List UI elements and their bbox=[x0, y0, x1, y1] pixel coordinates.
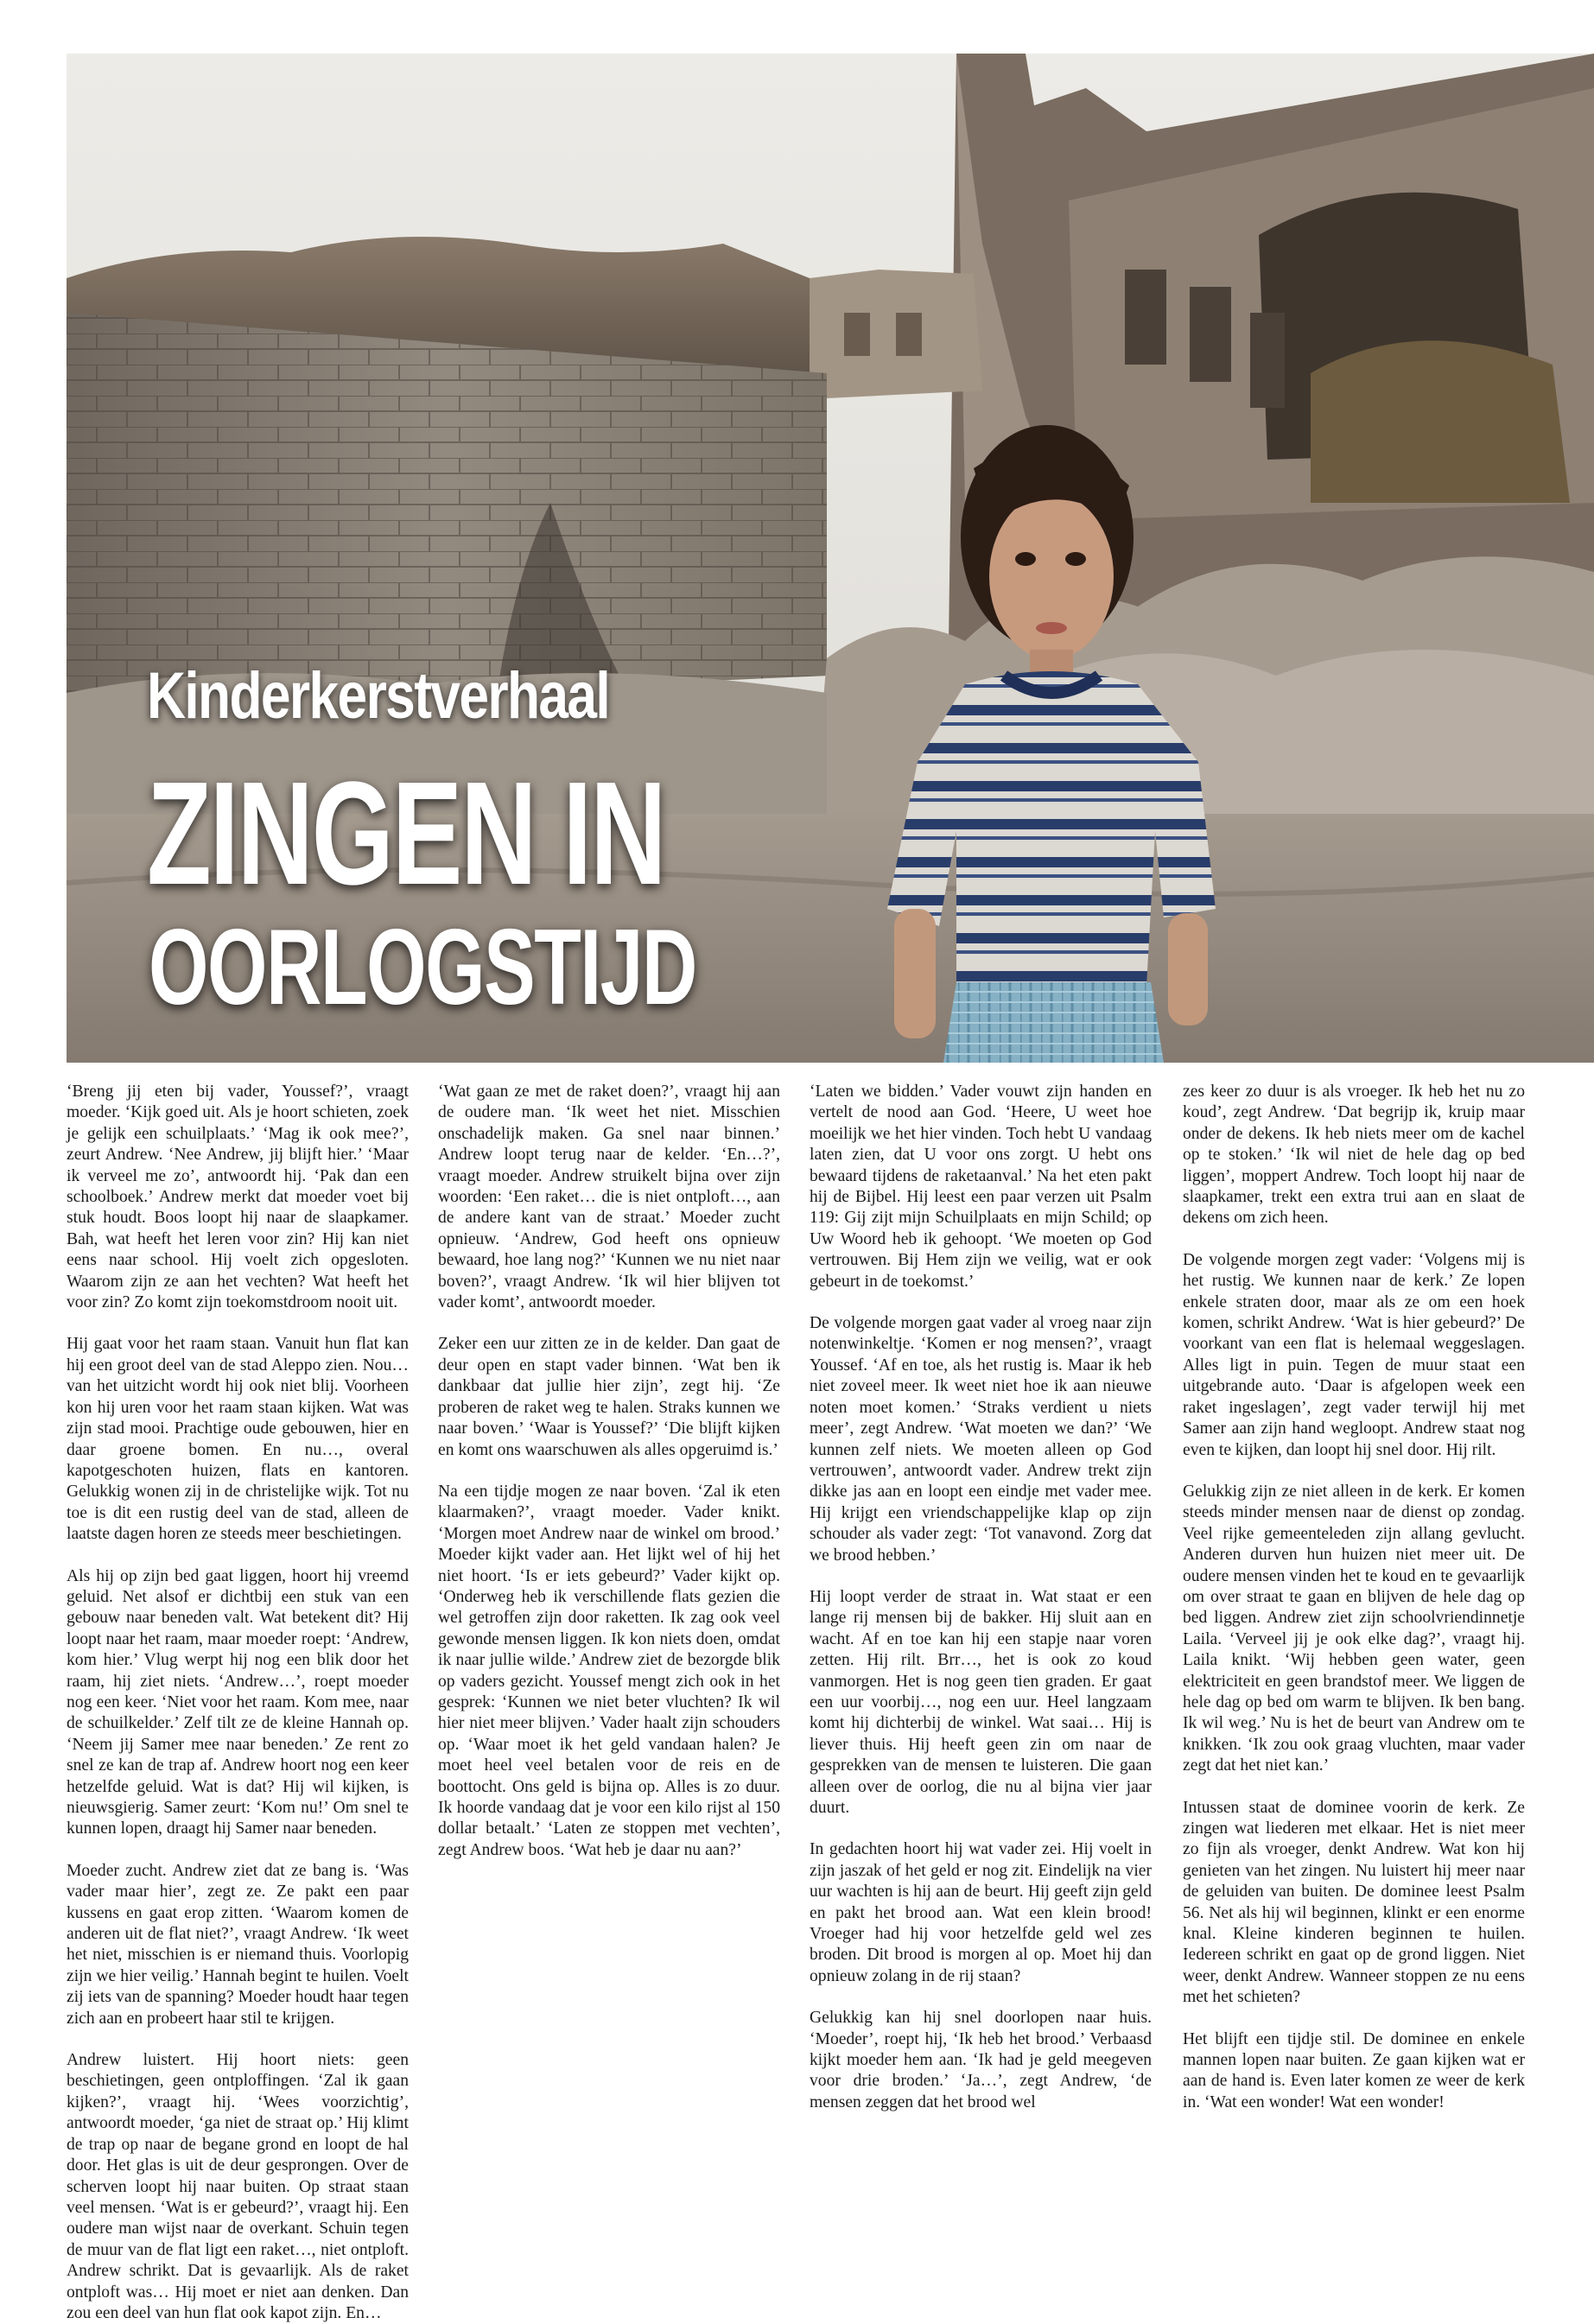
paragraph: Andrew luistert. Hij hoort niets: geen beschietingen, geen ontploffingen. ‘Zal ik gaan kijken?’, vraagt hij. ‘Wees voorzichtig’, antwoordt moeder, ‘ga niet de straat op.’ Hij klimt de trap op naar de begane grond en loopt de hal door. Het glas is uit de deur gesprongen. Over de scherven loopt hij naar buiten. Op straat staan veel mensen. ‘Wat is er gebeurd?’, vraagt hij. Een oudere man wijst naar de overkant. Schuin tegen de muur van de flat ligt een raket…, niet ontploft. Andrew schrikt. Dat is gevaarlijk. Als de raket ontploft was… Hij moet er niet aan denken. Dan zou een deel van hun flat ook kapot zijn. En… bbox=[67, 2051, 409, 2322]
article-column-2 bbox=[438, 1082, 780, 2274]
paragraph: De volgende morgen gaat vader al vroeg naar zijn notenwinkeltje. ‘Komen er nog mensen?’, vraagt Youssef. ‘Af en toe, als het rustig is. Maar ik heb niet zoveel meer. Ik weet niet hoe ik aan nieuwe noten moet komen.’ ‘Straks verdient u niets meer’, zegt Andrew. ‘Wat moeten we dan?’ ‘We kunnen zelf niets. We moeten alleen op God vertrouwen’, antwoordt vader. Andrew trekt zijn dikke jas aan en loopt een eindje met vader mee. Hij krijgt een vriendschappelijke klap op zijn schouder als vader zegt: ‘Tot vanavond. Zorg dat we brood hebben.’ bbox=[810, 1314, 1152, 1565]
paragraph: Intussen staat de dominee voorin de kerk. Ze zingen wat liederen met elkaar. Het is niet meer zo fijn als vroeger, denkt Andrew. Wat kon hij genieten van het zingen. Nu luistert hij meer naar de geluiden van buiten. De dominee leest Psalm 56. Net als hij wil beginnen, klinkt er een enorme knal. Kleine kinderen beginnen te huilen. Iedereen schrikt en gaat op de grond liggen. Niet weer, denkt Andrew. Wanneer stoppen ze nu eens met het schieten? bbox=[1183, 1798, 1525, 2007]
story-kicker: Kinderkerstverhaal bbox=[147, 659, 610, 733]
paragraph: Na een tijdje mogen ze naar boven. ‘Zal ik eten klaarmaken?’, vraagt moeder. Vader knikt. ‘Morgen moet Andrew naar de winkel om brood.’ Moeder kijkt vader aan. Het lijkt wel of hij het niet hoort. ‘Is er iets gebeurd?’ Vader kijkt op. ‘Onderweg heb ik verschillende flats gezien die wel getroffen zijn door raketten. Ik zag ook veel gewonde mensen liggen. Ik kon niets doen, omdat ik naar jullie wilde.’ Andrew ziet de bezorgde blik op vaders gezicht. Youssef mengt zich ook in het gesprek: ‘Kunnen we niet beter vluchten? Ik wil hier niet meer blijven.’ Vader haalt zijn schouders op. ‘Waar moet ik het geld vandaan halen? Je moet heel veel betalen voor de reis en de boottocht. Ons geld is bijna op. Alles is zo duur. Ik hoorde vandaag dat je voor een kilo rijst al 150 dollar betaalt.’ ‘Laten ze stoppen met vechten’, zegt Andrew boos. ‘Wat heb je daar nu aan?’ bbox=[438, 1482, 780, 1859]
article-column-3 bbox=[810, 1082, 1152, 2274]
paragraph: ‘Breng jij eten bij vader, Youssef?’, vraagt moeder. ‘Kijk goed uit. Als je hoort schieten, zoek je gelijk een schuilplaats.’ ‘Mag ik ook mee?’, zeurt Andrew. ‘Nee Andrew, jij blijft hier.’ ‘Maar ik verveel me zo’, antwoordt hij. ‘Pak dan een schoolboek.’ Andrew merkt dat moeder voet bij stuk houdt. Boos loopt hij naar de slaapkamer. Bah, wat heeft het leren voor zin? Hij kan niet eens naar school. Hij voelt zich opgesloten. Waarom zijn ze aan het vechten? Wat heeft het voor zin? Zo komt zijn toekomstdroom nooit uit. bbox=[67, 1083, 409, 1312]
paragraph: Als hij op zijn bed gaat liggen, hoort hij vreemd geluid. Net alsof er dichtbij een stuk van een gebouw naar beneden valt. Wat betekent dit? Hij loopt naar het raam, maar moeder roept: ‘Andrew, kom hier.’ Vlug werpt hij nog een blik door het raam, hij ziet niets. ‘Andrew…’, roept moeder nog een keer. ‘Niet voor het raam. Kom mee, naar de schuilkelder.’ Zelf tilt ze de kleine Hannah op. ‘Neem jij Samer mee naar beneden.’ Ze rent zo snel ze kan de trap af. Andrew hoort nog een keer hetzelfde geluid. Wat is dat? Hij wil kijken, is nieuwsgierig. Samer zeurt: ‘Kom nu!’ Om snel te kunnen lopen, draagt hij Samer naar beneden. bbox=[67, 1566, 409, 1838]
paragraph: zes keer zo duur is als vroeger. Ik heb het nu zo koud’, zegt Andrew. ‘Dat begrijp ik, kruip maar onder de dekens. Ik heb niets meer om de kachel op te stoken.’ ‘Ik wil niet de hele dag op bed liggen’, moppert Andrew. Toch loopt hij naar de slaapkamer, trekt een extra trui aan en slaat de dekens om zich heen. bbox=[1183, 1083, 1525, 1228]
paragraph: De volgende morgen zegt vader: ‘Volgens mij is het rustig. We kunnen naar de kerk.’ Ze lopen enkele straten door, maar als ze om een hoek komen, schrikt Andrew. ‘Wat is hier gebeurd?’ De voorkant van een flat is helemaal weggeslagen. Alles ligt in puin. Tegen de muur staat een uitgebrande auto. ‘Daar is afgelopen week een raket ingeslagen’, zegt vader terwijl hij met Samer aan zijn hand wegloopt. Andrew staat nog even te kijken, dan loopt hij snel door. Hij rilt. bbox=[1183, 1250, 1525, 1459]
paragraph: In gedachten hoort hij wat vader zei. Hij voelt in zijn jaszak of het geld er nog zit. Eindelijk na vier uur wachten is hij aan de beurt. Hij geeft zijn geld en pakt het brood aan. Wat een klein brood! Vroeger had hij voor hetzelfde geld wel zes broden. Dit brood is morgen al op. Moet hij dan opnieuw zolang in de rij staan? bbox=[810, 1840, 1152, 1985]
paragraph: Gelukkig zijn ze niet alleen in de kerk. Er komen steeds minder mensen naar de dienst op zondag. Veel rijke gemeenteleden zijn allang gevlucht. Anderen durven hun huizen niet meer uit. De oudere mensen vinden het te koud en te gevaarlijk om over straat te gaan en blijven de hele dag op bed liggen. Andrew ziet zijn schoolvriendinnetje Laila. ‘Verveel jij je ook elke dag?’, vraagt hij. Laila knikt. ‘Wij hebben geen water, geen elektriciteit en geen brandstof meer. We liggen de hele dag op bed om warm te blijven. Ik ben bang. Ik wil weg.’ Nu is het de beurt van Andrew om te knikken. ‘Ik zou ook graag vluchten, maar vader zegt dat het niet kan.’ bbox=[1183, 1482, 1525, 1775]
paragraph: Zeker een uur zitten ze in de kelder. Dan gaat de deur open en stapt vader binnen. ‘Wat ben ik dankbaar dat jullie hier zijn’, zegt hij. ‘Ze proberen de raket weg te halen. Straks kunnen we naar boven.’ ‘Waar is Youssef?’ ‘Die blijft kijken en komt ons waarschuwen als alles opgeruimd is.’ bbox=[438, 1335, 780, 1459]
paragraph: Hij gaat voor het raam staan. Vanuit hun flat kan hij een groot deel van de stad Aleppo zien. Nou… van het uitzicht wordt hij ook niet blij. Voorheen kon hij uren voor het raam staan kijken. Wat was zijn stad mooi. Prachtige oude gebouwen, hier en daar groene bomen. En nu…, overal kapotgeschoten huizen, flats en kantoren. Gelukkig wonen zij in de christelijke wijk. Tot nu toe is dit een rustig deel van de stad, alleen de laatste dagen horen ze steeds meer beschietingen. bbox=[67, 1335, 409, 1544]
article-column-1 bbox=[67, 1082, 409, 2322]
article-column-4 bbox=[1183, 1082, 1525, 2274]
paragraph: Hij loopt verder de straat in. Wat staat er een lange rij mensen bij de bakker. Hij sluit aan en wacht. Af en toe kan hij een stapje naar voren zetten. Hij rilt. Brr…, het is ook zo koud vanmorgen. Het is nog geen tien graden. Er gaat een uur voorbij…, nog een uur. Heel langzaam komt hij dichterbij de winkel. Wat saai… Hij is liever thuis. Hij heeft geen zin om naar de gesprekken van de mensen te luisteren. Die gaan alleen over de oorlog, die nu al bijna vier jaar duurt. bbox=[810, 1587, 1152, 1817]
paragraph: Het blijft een tijdje stil. De dominee en enkele mannen lopen naar buiten. Ze gaan kijken wat er aan de hand is. Even later komen ze weer de kerk in. ‘Wat een wonder! Wat een wonder! bbox=[1183, 2029, 1525, 2111]
story-title-line2: OORLOGSTIJD bbox=[149, 908, 696, 1027]
paragraph: Moeder zucht. Andrew ziet dat ze bang is. ‘Was vader maar hier’, zegt ze. Ze pakt een paar kussens en gaat erop zitten. ‘Waarom komen de anderen uit de flat niet?’, vraagt Andrew. ‘Ik weet het niet, misschien is er niemand thuis. Voorlopig zijn we hier veilig.’ Hannah begint te huilen. Voelt zij iets van de spanning? Moeder houdt haar tegen zich aan en probeert haar stil te krijgen. bbox=[67, 1861, 409, 2028]
paragraph: ‘Laten we bidden.’ Vader vouwt zijn handen en vertelt de nood aan God. ‘Heere, U weet hoe moeilijk we het hier vinden. Toch hebt U vandaag laten zien, dat U voor ons zorgt. U hebt ons bewaard tijdens de raketaanval.’ Na het eten pakt hij de Bijbel. Hij leest een paar verzen uit Psalm 119: Gij zijt mijn Schuilplaats en mijn Schild; op Uw Woord heb ik gehoopt. ‘We moeten op God vertrouwen. Bij Hem zijn we veilig, wat er ook gebeurt in de toekomst.’ bbox=[810, 1083, 1152, 1291]
story-title-line1: ZINGEN IN bbox=[147, 752, 665, 916]
paragraph: ‘Wat gaan ze met de raket doen?’, vraagt hij aan de oudere man. ‘Ik weet het niet. Misschien onschadelijk maken. Ga snel naar binnen.’ Andrew loopt terug naar de kelder. ‘En…?’, vraagt moeder. Andrew struikelt bijna over zijn woorden: ‘Een raket… die is niet ontploft…, aan de andere kant van de straat.’ Moeder zucht opnieuw. ‘Andrew, God heeft ons opnieuw bewaard, hoe lang nog?’ ‘Kunnen we nu niet naar boven?’, vraagt Andrew. ‘Ik wil hier blijven tot vader komt’, antwoordt moeder. bbox=[438, 1083, 780, 1312]
paragraph: Gelukkig kan hij snel doorlopen naar huis. ‘Moeder’, roept hij, ‘Ik heb het brood.’ Verbaasd kijkt moeder hem aan. ‘Ik had je geld meegeven voor drie broden.’ ‘Ja…’, zegt Andrew, ‘de mensen zeggen dat het brood wel bbox=[810, 2009, 1152, 2111]
